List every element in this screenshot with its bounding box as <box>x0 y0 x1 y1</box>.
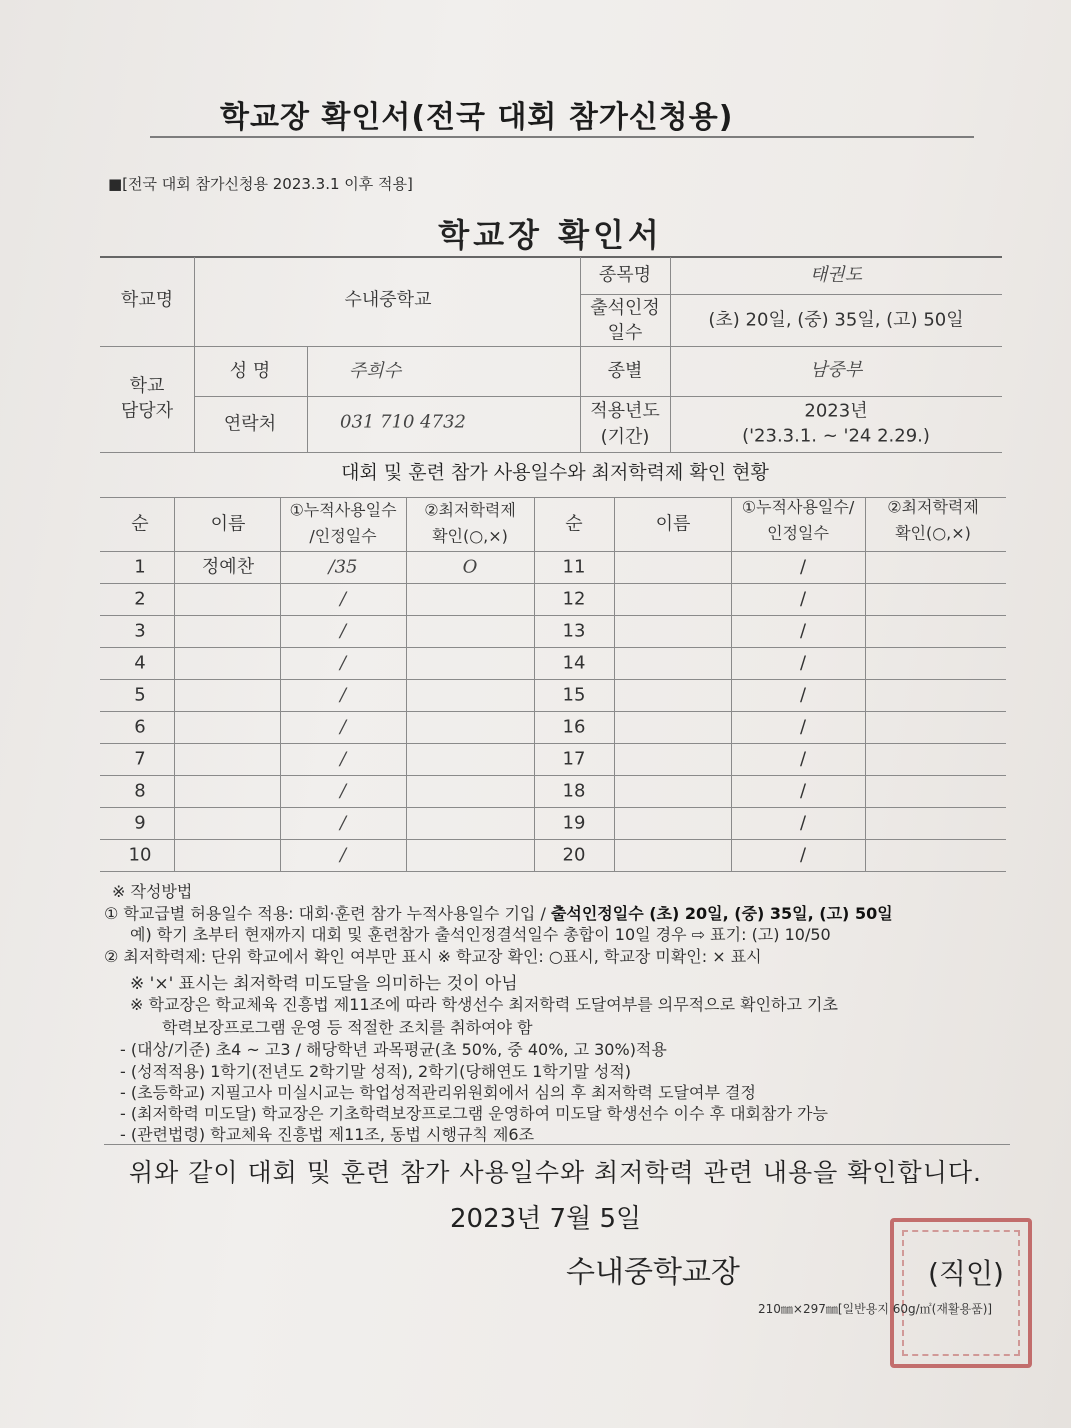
attendance-value: (초) 20일, (중) 35일, (고) 50일 <box>708 309 964 331</box>
col-days-right-2: 인정일수 <box>767 523 829 543</box>
note-1 <box>104 901 893 924</box>
table-border <box>194 257 195 453</box>
row-no: 5 <box>134 684 146 706</box>
col-check-right-1: ②최저학력제 <box>887 497 979 517</box>
col-days-1: ①누적사용일수 <box>289 500 397 520</box>
row-days-right: / <box>799 556 807 578</box>
note-1-bold: 출석인정일수 (초) 20일, (중) 35일, (고) 50일 <box>550 904 893 923</box>
seal-mark: (직인) <box>928 1257 1004 1290</box>
contact-label: 연락처 <box>223 413 277 435</box>
gender-label: 종별 <box>607 360 643 382</box>
column-divider <box>406 498 407 871</box>
table-border <box>100 551 1006 552</box>
row-days-right: / <box>799 812 807 834</box>
row-days: / <box>339 844 347 866</box>
row-divider <box>100 615 1006 616</box>
row-days: / <box>339 684 347 706</box>
document-title: 학교장 확인서 <box>438 216 663 254</box>
row-no: 9 <box>134 812 146 834</box>
row-days-right: / <box>799 748 807 770</box>
row-no: 4 <box>134 652 146 674</box>
school-label: 학교명 <box>120 289 174 311</box>
column-divider <box>614 498 615 871</box>
note-8: - (초등학교) 지필고사 미실시교는 학업성적관리위원회에서 심의 후 최저학력 도달여부 결정 <box>120 1083 756 1102</box>
row-no: 10 <box>128 844 152 866</box>
col-name: 이름 <box>210 513 246 535</box>
note-7: - (성적적용) 1학기(전년도 2학기말 성적), 2학기(당해연도 1학기말 성적) <box>120 1062 632 1081</box>
name-value: 주희수 <box>348 360 402 382</box>
row-days-right: / <box>799 780 807 802</box>
row-days: / <box>339 812 347 834</box>
col-check-right-2: 확인(○,×) <box>895 523 971 543</box>
col-no: 순 <box>131 513 149 535</box>
row-divider <box>100 807 1006 808</box>
row-days-right: / <box>799 716 807 738</box>
manager-label-1: 학교 <box>129 375 165 397</box>
row-days: / <box>339 716 347 738</box>
row-no: 2 <box>134 588 146 610</box>
sport-label: 종목명 <box>598 264 652 286</box>
row-days: / <box>339 620 347 642</box>
row-days-right: / <box>799 588 807 610</box>
status-title: 대회 및 훈련 참가 사용일수와 최저학력제 확인 현황 <box>341 461 769 484</box>
table-border <box>100 452 1002 453</box>
table-border <box>307 347 308 453</box>
row-days-right: / <box>799 684 807 706</box>
table-border <box>670 257 671 453</box>
official-seal <box>890 1218 1032 1368</box>
row-no: 1 <box>134 556 146 578</box>
table-border <box>100 256 1002 258</box>
year-label-2: (기간) <box>600 426 650 448</box>
row-no: 6 <box>134 716 146 738</box>
col-check-1: ②최저학력제 <box>424 500 516 520</box>
row-days-right: / <box>799 652 807 674</box>
row-no-right: 11 <box>562 556 586 578</box>
manager-label-2: 담당자 <box>120 400 174 422</box>
row-days: / <box>339 588 347 610</box>
col-days-2: /인정일수 <box>309 526 377 546</box>
row-no: 7 <box>134 748 146 770</box>
row-divider <box>100 647 1006 648</box>
row-divider <box>100 583 1006 584</box>
sport-value: 태권도 <box>809 264 863 286</box>
column-divider <box>731 498 732 871</box>
notes-heading: ※ 작성방법 <box>112 882 193 901</box>
row-check: O <box>462 556 478 578</box>
row-no-right: 12 <box>562 588 586 610</box>
note-1-example: 예) 학기 초부터 현재까지 대회 및 훈련참가 출석인정결석일수 총합이 10일 경우 ⇨ 표기: (고) 10/50 <box>130 925 831 944</box>
column-divider <box>174 498 175 871</box>
school-value: 수내중학교 <box>344 289 432 311</box>
main-title: 학교장 확인서(전국 대회 참가신청용) <box>220 100 734 135</box>
note-3: ※ '×' 표시는 최저학력 미도달을 의미하는 것이 아님 <box>130 974 518 994</box>
column-divider <box>280 498 281 871</box>
col-days-right-1: ①누적사용일수/ <box>741 497 855 517</box>
row-days: / <box>339 780 347 802</box>
note-10: - (관련법령) 학교체육 진흥법 제11조, 동법 시행규칙 제6조 <box>120 1125 535 1144</box>
row-no-right: 20 <box>562 844 586 866</box>
row-no: 8 <box>134 780 146 802</box>
name-label: 성 명 <box>229 360 271 382</box>
column-divider <box>534 498 535 871</box>
row-no-right: 15 <box>562 684 586 706</box>
row-days: / <box>339 748 347 770</box>
note-2: ② 최저학력제: 단위 학교에서 확인 여부만 표시 ※ 학교장 확인: ○표시, 학교장 미확인: × 표시 <box>104 947 762 966</box>
paper-spec: 210㎜×297㎜[일반용지 60g/㎡(재활용품)] <box>758 1302 993 1316</box>
notice-line: ■[전국 대회 참가신청용 2023.3.1 이후 적용] <box>108 175 413 193</box>
confirm-text: 위와 같이 대회 및 훈련 참가 사용일수와 최저학력 관련 내용을 확인합니다. <box>129 1158 982 1187</box>
note-4: ※ 학교장은 학교체육 진흥법 제11조에 따라 학생선수 최저학력 도달여부를 의무적으로 확인하고 기초 <box>130 995 838 1014</box>
row-days: /35 <box>328 556 358 578</box>
row-days-right: / <box>799 844 807 866</box>
table-border <box>194 396 1002 397</box>
column-divider <box>865 498 866 871</box>
note-6: - (대상/기준) 초4 ~ 고3 / 해당학년 과목평균(초 50%, 중 40%, 고 30%)적용 <box>120 1040 667 1059</box>
row-divider <box>100 775 1006 776</box>
note-9: - (최저학력 미도달) 학교장은 기초학력보장프로그램 운영하여 미도달 학생선수 이수 후 대회참가 가능 <box>120 1104 828 1123</box>
col-no-right: 순 <box>565 513 583 535</box>
year-label-1: 적용년도 <box>590 400 660 422</box>
row-days: / <box>339 652 347 674</box>
row-no-right: 18 <box>562 780 586 802</box>
row-divider <box>100 711 1006 712</box>
table-border <box>580 294 1002 295</box>
row-days-right: / <box>799 620 807 642</box>
note-5: 학력보장프로그램 운영 등 적절한 조치를 취하여야 함 <box>162 1018 533 1037</box>
note-1-text: ① 학교급별 허용일수 적용: 대회·훈련 참가 누적사용일수 기입 / <box>104 904 551 923</box>
row-no-right: 14 <box>562 652 586 674</box>
row-name: 정예찬 <box>201 556 255 578</box>
notes-rule <box>104 1144 1010 1145</box>
row-divider <box>100 839 1006 840</box>
school-head: 수내중학교장 <box>566 1255 740 1290</box>
table-border <box>100 346 1002 347</box>
col-check-2: 확인(○,×) <box>432 526 508 546</box>
row-divider <box>100 871 1006 872</box>
table-border <box>580 257 581 453</box>
attendance-label-1: 출석인정 <box>590 297 660 319</box>
row-no-right: 17 <box>562 748 586 770</box>
year-value: 2023년 <box>804 400 868 422</box>
row-no-right: 19 <box>562 812 586 834</box>
table-border <box>100 497 1006 498</box>
title-rule <box>150 136 974 138</box>
row-no-right: 13 <box>562 620 586 642</box>
year-period: ('23.3.1. ~ '24 2.29.) <box>742 425 930 447</box>
row-no: 3 <box>134 620 146 642</box>
col-name-right: 이름 <box>655 513 691 535</box>
gender-value: 남중부 <box>809 359 863 381</box>
contact-value: 031 710 4732 <box>340 411 466 433</box>
row-divider <box>100 679 1006 680</box>
row-no-right: 16 <box>562 716 586 738</box>
row-divider <box>100 743 1006 744</box>
confirm-date: 2023년 7월 5일 <box>450 1204 642 1234</box>
attendance-label-2: 일수 <box>607 322 643 344</box>
